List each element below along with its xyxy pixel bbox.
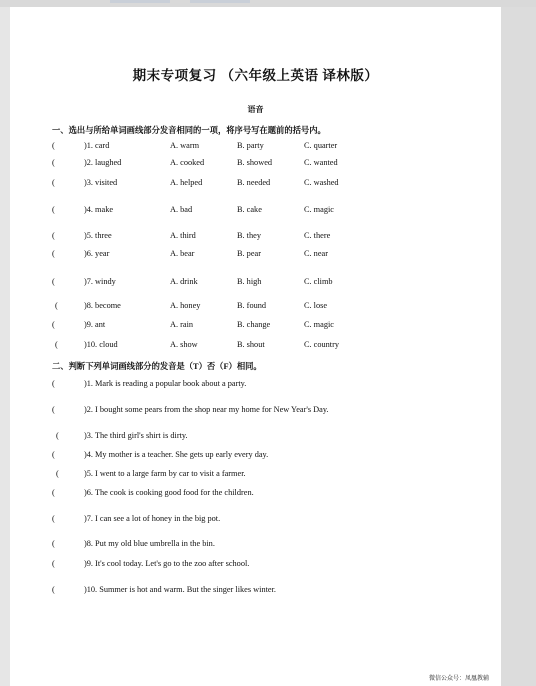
answer-bracket[interactable]: ( [52, 249, 55, 258]
option-c: C. climb [304, 277, 333, 286]
answer-bracket[interactable]: ( [52, 178, 55, 187]
judgement-sentence: )8. Put my old blue umbrella in the bin. [84, 539, 215, 548]
judgement-sentence: )7. I can see a lot of honey in the big pot. [84, 514, 221, 523]
option-b: B. shout [237, 340, 265, 349]
section1-heading: 一、选出与所给单词画线部分发音相同的一项，将序号写在题前的括号内。 [52, 126, 326, 135]
option-b: B. found [237, 301, 267, 310]
answer-bracket[interactable]: ( [52, 205, 55, 214]
answer-bracket[interactable]: ( [52, 231, 55, 240]
option-b: B. they [237, 231, 261, 240]
document-title: 期末专项复习 （六年级上英语 译林版） [132, 68, 379, 83]
option-c: C. wanted [304, 158, 338, 167]
toolbar-tab[interactable] [110, 0, 170, 3]
answer-bracket[interactable]: ( [56, 431, 59, 440]
option-a: A. bear [170, 249, 195, 258]
option-c: C. lose [304, 301, 328, 310]
answer-bracket[interactable]: ( [52, 320, 55, 329]
option-c: C. magic [304, 320, 334, 329]
option-a: A. warm [170, 141, 200, 150]
question-word: )3. visited [84, 178, 118, 187]
option-a: A. helped [170, 178, 203, 187]
answer-bracket[interactable]: ( [52, 141, 55, 150]
option-c: C. quarter [304, 141, 338, 150]
judgement-sentence: )4. My mother is a teacher. She gets up early every day. [84, 450, 269, 459]
option-a: A. bad [170, 205, 193, 214]
option-c: C. washed [304, 178, 339, 187]
judgement-sentence: )9. It's cool today. Let's go to the zoo after school. [84, 559, 250, 568]
answer-bracket[interactable]: ( [52, 158, 55, 167]
section-subtitle: 语音 [247, 105, 264, 114]
option-b: B. party [237, 141, 264, 150]
footer-note: 微信公众号：凤凰教辅 [428, 675, 489, 682]
option-a: A. cooked [170, 158, 205, 167]
option-b: B. change [237, 320, 271, 329]
judgement-sentence: )6. The cook is cooking good food for the children. [84, 488, 254, 497]
judgement-sentence: )10. Summer is hot and warm. But the singer likes winter. [84, 585, 276, 594]
answer-bracket[interactable]: ( [52, 539, 55, 548]
option-a: A. rain [170, 320, 194, 329]
option-c: C. there [304, 231, 331, 240]
option-a: A. third [170, 231, 196, 240]
question-word: )9. ant [84, 320, 106, 329]
option-a: A. show [170, 340, 198, 349]
option-c: C. country [304, 340, 340, 349]
judgement-sentence: )1. Mark is reading a popular book about a party. [84, 379, 247, 388]
question-word: )7. windy [84, 277, 116, 286]
option-a: A. drink [170, 277, 198, 286]
question-word: )10. cloud [84, 340, 118, 349]
option-c: C. magic [304, 205, 334, 214]
answer-bracket[interactable]: ( [52, 405, 55, 414]
toolbar-tab[interactable] [190, 0, 250, 3]
window-top-bar [0, 0, 536, 7]
section2-heading: 二、判断下列单词画线部分的发音是（T）否（F）相同。 [52, 362, 262, 371]
vertical-scrollbar[interactable] [501, 7, 536, 686]
question-word: )8. become [84, 301, 121, 310]
option-c: C. near [304, 249, 328, 258]
option-b: B. cake [237, 205, 262, 214]
answer-bracket[interactable]: ( [55, 301, 58, 310]
option-b: B. showed [237, 158, 273, 167]
answer-bracket[interactable]: ( [52, 379, 55, 388]
question-word: )6. year [84, 249, 110, 258]
judgement-sentence: )3. The third girl's shirt is dirty. [84, 431, 188, 440]
answer-bracket[interactable]: ( [52, 450, 55, 459]
option-b: B. needed [237, 178, 271, 187]
answer-bracket[interactable]: ( [52, 514, 55, 523]
option-b: B. high [237, 277, 262, 286]
question-word: )2. laughed [84, 158, 122, 167]
question-word: )4. make [84, 205, 114, 214]
judgement-sentence: )2. I bought some pears from the shop near my home for New Year's Day. [84, 405, 329, 414]
question-word: )1. card [84, 141, 110, 150]
answer-bracket[interactable]: ( [52, 559, 55, 568]
document-page [10, 7, 501, 686]
answer-bracket[interactable]: ( [55, 340, 58, 349]
question-word: )5. three [84, 231, 112, 240]
answer-bracket[interactable]: ( [56, 469, 59, 478]
answer-bracket[interactable]: ( [52, 277, 55, 286]
judgement-sentence: )5. I went to a large farm by car to visit a farmer. [84, 469, 246, 478]
answer-bracket[interactable]: ( [52, 488, 55, 497]
option-a: A. honey [170, 301, 201, 310]
option-b: B. pear [237, 249, 261, 258]
answer-bracket[interactable]: ( [52, 585, 55, 594]
